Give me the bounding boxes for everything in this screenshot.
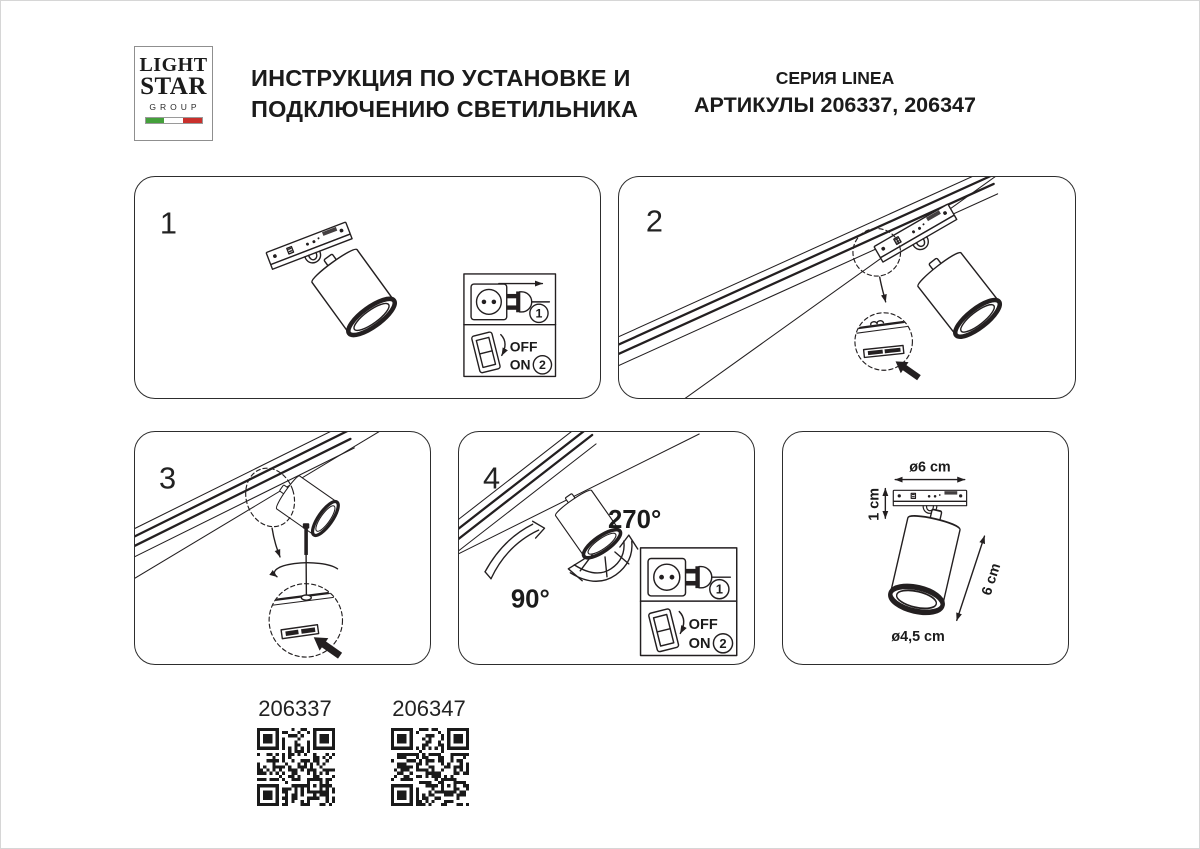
qr-code bbox=[257, 728, 335, 806]
step-1-panel bbox=[134, 176, 601, 399]
dim-track-height-label: 1 cm bbox=[866, 488, 883, 521]
step-3-panel bbox=[134, 431, 431, 665]
step-4-panel bbox=[458, 431, 755, 665]
dim-body-diameter-label: ø4,5 cm bbox=[891, 629, 945, 646]
step-1-illustration bbox=[135, 177, 600, 398]
series-label: СЕРИЯ LINEA bbox=[775, 68, 895, 88]
title-line-2: ПОДКЛЮЧЕНИЮ СВЕТИЛЬНИКА bbox=[251, 96, 639, 122]
dimensions-panel bbox=[782, 431, 1069, 665]
step-1-number: 1 bbox=[159, 205, 177, 241]
dimensions-illustration bbox=[783, 432, 1068, 664]
step-2-number: 2 bbox=[645, 203, 663, 239]
flag-green bbox=[146, 118, 165, 123]
step-4-illustration bbox=[459, 432, 754, 664]
step-4-number: 4 bbox=[483, 460, 501, 496]
rotation-min-label: 90° bbox=[510, 585, 550, 614]
dim-body-length-label: 6 cm bbox=[978, 561, 1005, 598]
qr-code bbox=[391, 728, 469, 806]
article-number-2: 206347 bbox=[392, 696, 466, 721]
page-title bbox=[251, 63, 638, 125]
dim-track-width-label: ø6 cm bbox=[909, 459, 951, 476]
logo-light: LIGHT bbox=[139, 54, 208, 76]
logo-star: STAR bbox=[140, 73, 207, 100]
logo-group: GROUP bbox=[149, 102, 201, 112]
flag-red bbox=[183, 118, 202, 123]
step-2-panel bbox=[618, 176, 1076, 399]
lightstar-logo bbox=[134, 46, 213, 141]
rotation-max-label: 270° bbox=[607, 506, 662, 535]
step-3-number: 3 bbox=[159, 460, 177, 496]
article-number-1: 206337 bbox=[258, 696, 332, 721]
title-line-1: ИНСТРУКЦИЯ ПО УСТАНОВКЕ И bbox=[251, 65, 631, 91]
step-2-illustration bbox=[619, 177, 1075, 398]
articles-label: АРТИКУЛЫ 206337, 206347 bbox=[694, 93, 976, 117]
italian-flag-bar bbox=[145, 117, 203, 124]
flag-white bbox=[164, 118, 183, 123]
step-3-illustration bbox=[135, 432, 430, 664]
